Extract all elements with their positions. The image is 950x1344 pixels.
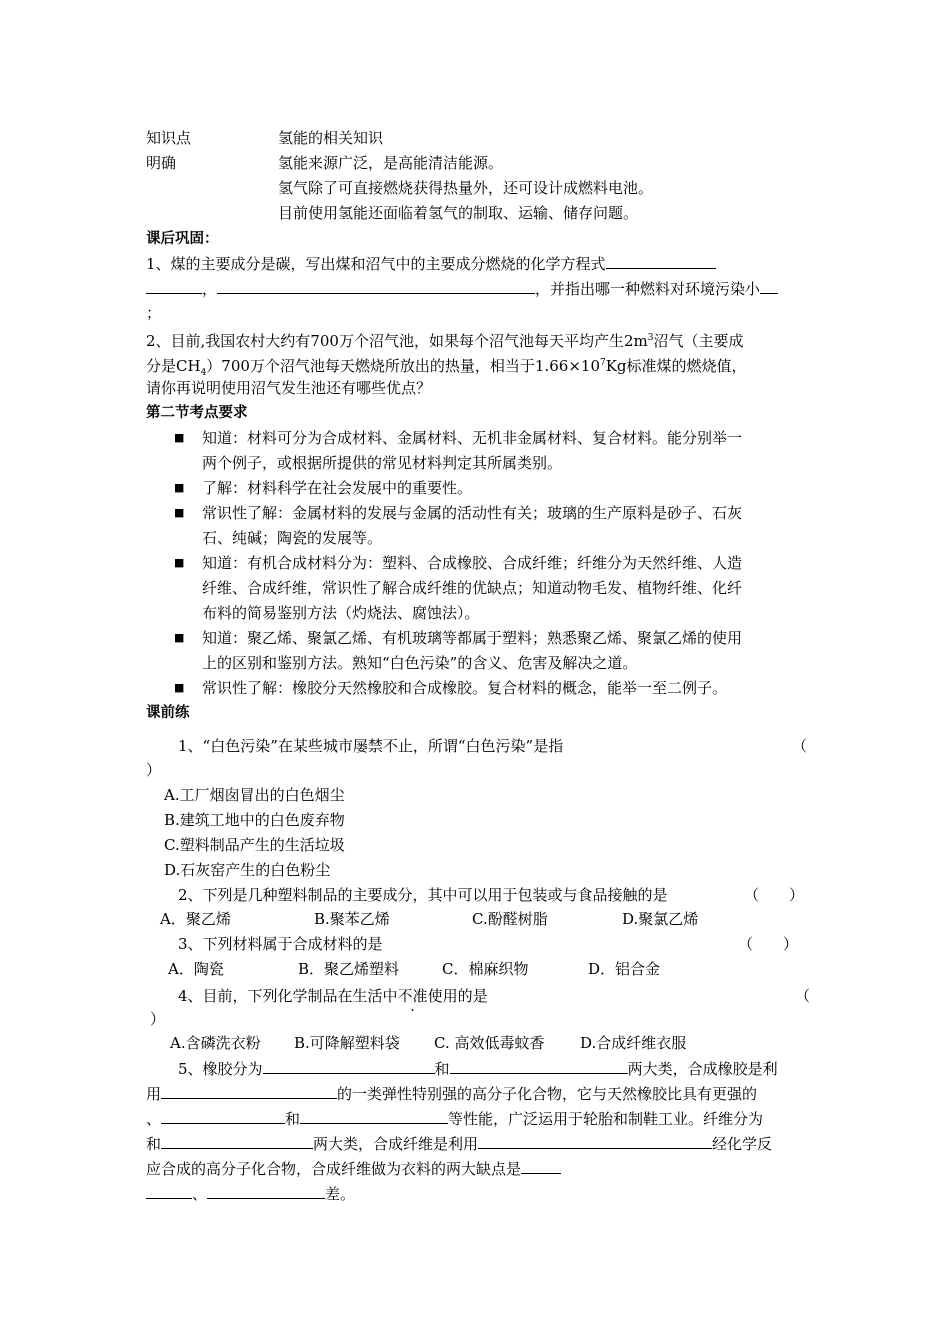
q5-text: 和 (434, 1060, 450, 1078)
practice-question-5-line2 (146, 1081, 757, 1106)
option-b: B.聚苯乙烯 (314, 910, 390, 928)
requirement-line: 了解：材料科学在社会发展中的重要性。 (202, 479, 473, 497)
answer-blank[interactable] (760, 276, 778, 294)
q5-text: 和 (146, 1135, 162, 1153)
option-c: C. 高效低毒蚊香 (434, 1034, 545, 1052)
q4-text: 使用的是 (427, 987, 488, 1005)
option-c: C．棉麻织物 (442, 960, 529, 978)
superscript: 7 (599, 358, 606, 368)
q5-text: 、 (192, 1185, 208, 1203)
requirement-line: 两个例子，或根据所提供的常见材料判定其所属类别。 (202, 454, 563, 472)
option-d: D.合成纤维衣服 (580, 1034, 687, 1052)
q2-text: 沼气（主要成 (653, 332, 744, 350)
practice-question-5-line3 (146, 1106, 763, 1131)
practice-heading: 课前练 (146, 705, 190, 721)
option-a: A.含磷洗衣粉 (170, 1034, 261, 1052)
clarify-point: 氢气除了可直接燃烧获得热量外，还可设计成燃料电池。 (278, 179, 654, 197)
answer-paren[interactable]: ） (150, 1010, 166, 1028)
superscript: 3 (647, 333, 654, 343)
option-c: C.塑料制品产生的生活垃圾 (164, 836, 345, 854)
practice-question-1: 1、“白色污染”在某些城市屡禁不止，所谓“白色污染”是指 (178, 737, 564, 755)
q5-text: 5、橡胶分为 (178, 1060, 263, 1078)
answer-paren[interactable]: ） (146, 761, 162, 779)
review-q1-text: 1、煤的主要成分是碳，写出煤和沼气中的主要成分燃烧的化学方程式 (146, 255, 606, 273)
q2-text: 分是CH (146, 357, 201, 375)
q5-text: 经化学反 (712, 1135, 773, 1153)
bullet-icon: ■ (174, 481, 185, 494)
answer-blank[interactable] (161, 1106, 285, 1124)
review-question-2-line3: 请你再说明使用沼气发生池还有哪些优点？ (146, 379, 432, 397)
answer-blank[interactable] (146, 276, 202, 294)
requirement-line: 知道：聚乙烯、聚氯乙烯、有机玻璃等都属于塑料；熟悉聚乙烯、聚氯乙烯的使用 (202, 629, 743, 647)
clarify-label: 明确 (146, 154, 177, 172)
answer-blank[interactable] (263, 1056, 435, 1074)
review-heading: 课后巩固： (146, 231, 219, 247)
clarify-point: 目前使用氢能还面临着氢气的制取、运输、储存问题。 (278, 204, 639, 222)
option-a: A．聚乙烯 (160, 910, 231, 928)
requirement-line: 布料的简易鉴别方法（灼烧法、腐蚀法）。 (202, 604, 480, 622)
answer-blank[interactable] (521, 1156, 561, 1174)
practice-question-5-line6 (146, 1181, 355, 1206)
answer-blank[interactable] (161, 1131, 313, 1149)
practice-question-3: 3、下列材料属于合成材料的是 (178, 935, 383, 953)
q2-text: Kg标准煤的燃烧值， (605, 357, 747, 375)
review-q1-end: ； (146, 304, 162, 322)
q5-text: 、 (146, 1110, 162, 1128)
practice-question-5-line4 (146, 1131, 772, 1156)
answer-blank[interactable] (606, 251, 716, 269)
bullet-icon: ■ (174, 431, 185, 444)
q5-text: 等性能，广泛运用于轮胎和制鞋工业。纤维分为 (448, 1110, 764, 1128)
option-d: D.聚氯乙烯 (622, 910, 699, 928)
requirement-line: 知道：有机合成材料分为：塑料、合成橡胶、合成纤维；纤维分为天然纤维、人造 (202, 554, 743, 572)
review-question-1-line2 (146, 276, 778, 301)
answer-blank[interactable] (146, 1181, 192, 1199)
knowledge-value: 氢能的相关知识 (278, 129, 384, 147)
answer-paren[interactable]: （ ） (738, 935, 799, 953)
bullet-icon: ■ (174, 506, 185, 519)
practice-question-5-line5 (146, 1156, 561, 1181)
q5-text: 应合成的高分子化合物，合成纤维做为衣料的两大缺点是 (146, 1160, 522, 1178)
q4-emphasis: 不准 (397, 987, 428, 1005)
answer-blank[interactable] (217, 276, 535, 294)
subscript: 4 (200, 368, 207, 378)
answer-blank[interactable] (207, 1181, 325, 1199)
q5-text: 用 (146, 1085, 162, 1103)
option-b: B．聚乙烯塑料 (298, 960, 400, 978)
review-q1-tail: ，并指出哪一种燃料对环境污染小 (535, 280, 761, 298)
answer-blank[interactable] (450, 1056, 628, 1074)
requirement-line: 上的区别和鉴别方法。熟知“白色污染”的含义、危害及解决之道。 (202, 654, 638, 672)
review-question-2 (146, 326, 743, 353)
answer-paren[interactable]: （ (795, 987, 811, 1005)
requirement-line: 石、纯碱；陶瓷的发展等。 (202, 529, 383, 547)
requirement-line: 知道：材料可分为合成材料、金属材料、无机非金属材料、复合材料。能分别举一 (202, 429, 743, 447)
option-d: D.石灰窑产生的白色粉尘 (164, 861, 331, 879)
option-c: C.酚醛树脂 (472, 910, 548, 928)
q2-text: ）700万个沼气池每天燃烧所放出的热量，相当于1.66×10 (206, 357, 600, 375)
q5-text: 和 (285, 1110, 301, 1128)
knowledge-label: 知识点 (146, 129, 192, 147)
option-b: B.可降解塑料袋 (294, 1034, 400, 1052)
bullet-icon: ■ (174, 681, 185, 694)
q5-text: 差。 (325, 1185, 356, 1203)
requirement-line: 常识性了解：橡胶分天然橡胶和合成橡胶。复合材料的概念，能举一至二例子。 (202, 679, 728, 697)
review-question-1 (146, 251, 716, 276)
answer-blank[interactable] (161, 1081, 337, 1099)
answer-paren[interactable]: （ ） (744, 886, 805, 904)
q2-text: 2、目前,我国农村大约有700万个沼气池，如果每个沼气池每天平均产生2m (146, 332, 648, 350)
q5-text: 两大类，合成纤维是利用 (313, 1135, 479, 1153)
option-a: A．陶瓷 (168, 960, 224, 978)
requirement-line: 常识性了解：金属材料的发展与金属的活动性有关；玻璃的生产原料是砂子、石灰 (202, 504, 743, 522)
practice-question-2: 2、下列是几种塑料制品的主要成分，其中可以用于包装或与食品接触的是 (178, 886, 668, 904)
separator: ， (202, 280, 218, 298)
q5-text: 的一类弹性特别强的高分子化合物，它与天然橡胶比具有更强的 (337, 1085, 758, 1103)
q4-text: 4、目前，下列化学制品在生活中 (178, 987, 398, 1005)
answer-blank[interactable] (478, 1131, 712, 1149)
option-a: A.工厂烟囱冒出的白色烟尘 (164, 786, 345, 804)
q5-text: 两大类，合成橡胶是利 (627, 1060, 778, 1078)
option-b: B.建筑工地中的白色废弃物 (164, 811, 345, 829)
section2-heading: 第二节考点要求 (146, 405, 248, 421)
option-d: D．铝合金 (588, 960, 661, 978)
bullet-icon: ■ (174, 631, 185, 644)
practice-question-4 (178, 984, 488, 1008)
bullet-icon: ■ (174, 556, 185, 569)
requirement-line: 纤维、合成纤维，常识性了解合成纤维的优缺点；知道动物毛发、植物纤维、化纤 (202, 579, 743, 597)
answer-blank[interactable] (300, 1106, 448, 1124)
practice-question-5 (178, 1056, 778, 1081)
clarify-point: 氢能来源广泛，是高能清洁能源。 (278, 154, 504, 172)
answer-paren[interactable]: （ (792, 737, 808, 755)
